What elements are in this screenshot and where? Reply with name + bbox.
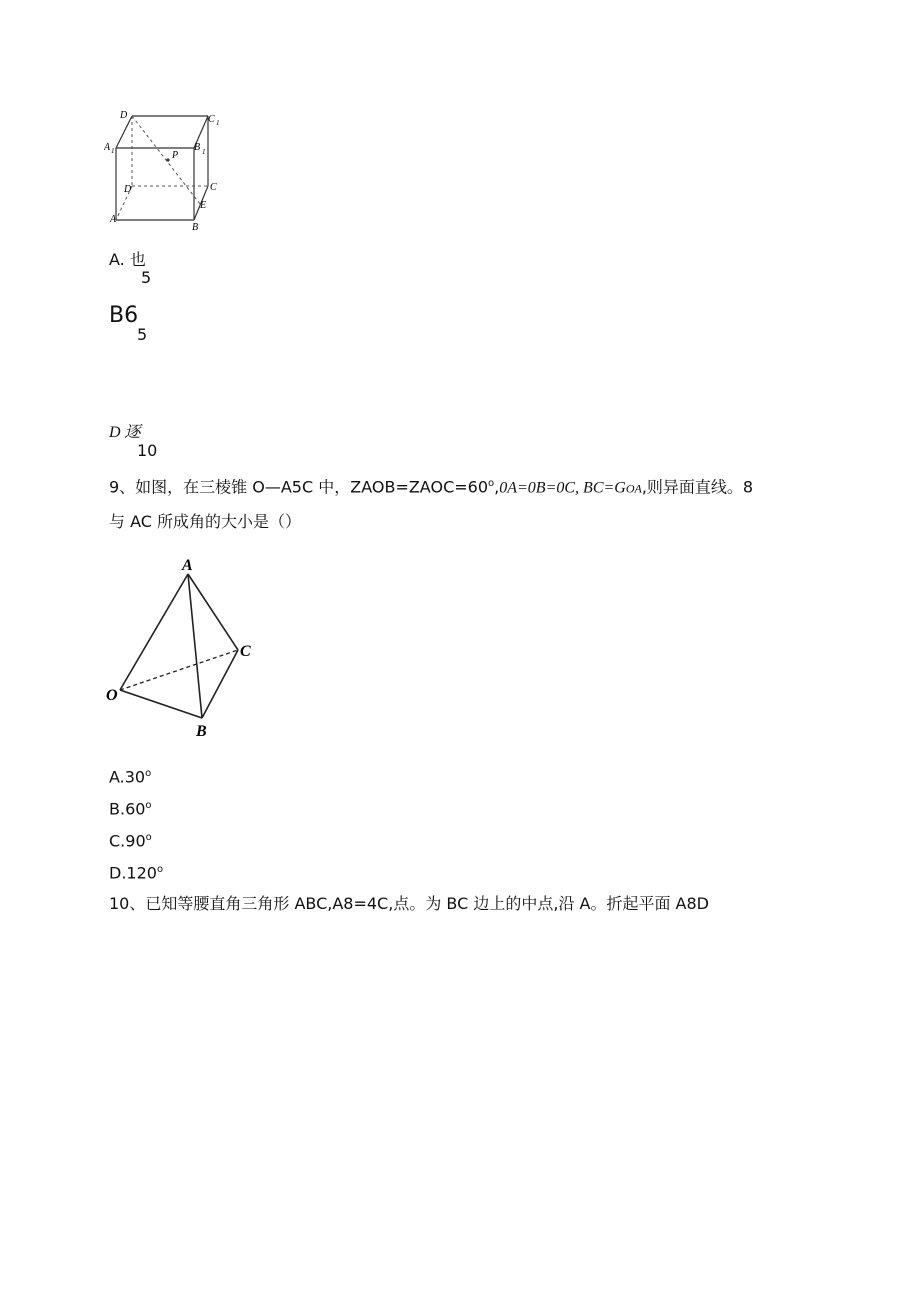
- q9-line2: 与 AC 所成角的大小是（）: [109, 512, 302, 531]
- q9-option-d: [109, 860, 163, 883]
- label-p: P: [172, 150, 179, 161]
- tetrahedron-figure: [104, 552, 264, 742]
- q8-option-b-sub: 5: [137, 325, 148, 344]
- label-c: C: [210, 182, 217, 193]
- edge-ac: [188, 574, 238, 650]
- label-e: E: [200, 200, 207, 211]
- tetrahedron-diagram: [104, 552, 264, 742]
- diagonal-d1e: [132, 116, 200, 204]
- label-c1-sub: 1: [216, 119, 220, 127]
- label-d: D: [124, 184, 132, 195]
- edge-ao: [120, 574, 188, 690]
- q10-line1: 10、已知等腰直角三角形 ABC,A8=4C,点。为 BC 边上的中点,沿 A。折起平面 A8D: [109, 894, 710, 913]
- q8-option-d-sub: 10: [137, 441, 158, 460]
- q9-option-d-value: D.120: [109, 863, 157, 883]
- q9-option-b-degree: o: [145, 800, 152, 811]
- cube-diagram: [104, 108, 230, 232]
- q9-option-b-value: B.60: [109, 799, 146, 819]
- q8-option-d: D 逐: [109, 424, 141, 441]
- q9-option-d-degree: o: [156, 864, 164, 875]
- q9-option-b: [109, 796, 152, 819]
- label-d1: D: [120, 110, 128, 121]
- q9-option-c-value: C.90: [109, 831, 146, 851]
- q9-line1-d: OA: [625, 481, 642, 496]
- q9-line1-e: ,则异面直线。8: [641, 477, 754, 497]
- q9-option-a: [109, 764, 151, 787]
- q9-option-a-value: A.30: [109, 767, 146, 787]
- q9-option-a-degree: o: [145, 768, 152, 779]
- label-a: A: [182, 557, 193, 574]
- q9-option-c: [109, 828, 152, 851]
- label-b1: B: [194, 142, 201, 153]
- cube-figure: [104, 108, 230, 232]
- q9-degree: o: [488, 478, 495, 489]
- label-a1: A: [104, 142, 111, 153]
- label-b: B: [196, 723, 207, 740]
- q8-option-a-sub: 5: [141, 268, 152, 287]
- label-c1: C: [208, 114, 215, 125]
- q9-line1-b: ,: [494, 477, 500, 497]
- q9-line1-a: 9、如图，在三棱锥 O—A5C 中，ZAOB=ZAOC=60: [109, 477, 489, 497]
- edge-ab: [188, 574, 202, 718]
- label-b1-sub: 1: [202, 148, 206, 156]
- q8-option-a-text: A. 也: [109, 250, 146, 269]
- label-a: A: [110, 214, 117, 225]
- q9-line1: [109, 474, 753, 498]
- q9-option-c-degree: o: [145, 832, 152, 843]
- label-o: O: [106, 687, 118, 704]
- label-b: B: [192, 222, 199, 232]
- label-a1-sub: 1: [111, 147, 115, 155]
- point-p: [166, 158, 169, 161]
- edge-ob: [120, 690, 202, 718]
- q8-option-a: [109, 250, 146, 270]
- label-c: C: [240, 643, 251, 660]
- q9-line1-c: 0A=0B=0C, BC=G: [499, 479, 626, 497]
- q8-option-b: B6: [109, 303, 139, 328]
